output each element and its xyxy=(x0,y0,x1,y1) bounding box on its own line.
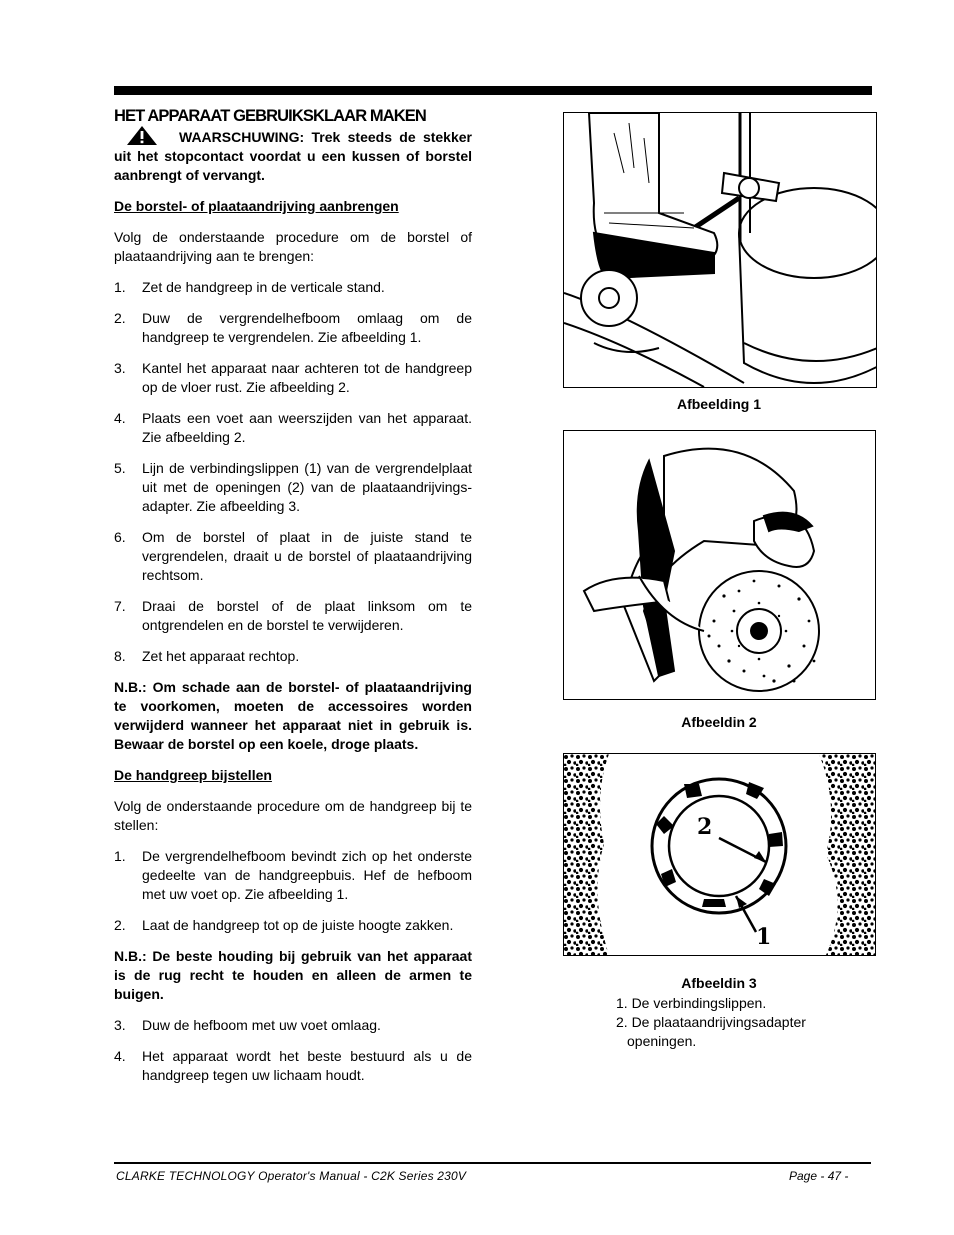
step-text: De vergrendelhefboom bevindt zich op het onderste gedeelte van de handgreepbuis. Hef de hefboom met uw voet op. Zie afbeelding 1. xyxy=(142,848,472,902)
step-number: 7. xyxy=(114,598,126,614)
intro-handle: Volg de onderstaande procedure om de handgreep bij te stellen: xyxy=(114,798,472,833)
step-number: 4. xyxy=(114,1048,126,1064)
step-text: Om de borstel of plaat in de juiste stand te vergrendelen, draait u de borstel of plaataandrijving rechtsom. xyxy=(142,529,472,583)
step-text: Laat de handgreep tot op de juiste hoogte zakken. xyxy=(142,917,454,933)
footer-manual-title: CLARKE TECHNOLOGY Operator's Manual - C2K Series 230V xyxy=(116,1169,467,1183)
step-text: Plaats een voet aan weerszijden van het apparaat. Zie afbeelding 2. xyxy=(142,410,472,445)
step-number: 5. xyxy=(114,460,126,476)
label-2: 2 xyxy=(697,814,713,840)
step-number: 2. xyxy=(114,310,126,326)
step-text: Kantel het apparaat naar achteren tot de handgreep op de vloer rust. Zie afbeelding 2. xyxy=(142,360,472,395)
figure-2-image xyxy=(563,430,876,700)
subsection-heading-mount: De borstel- of plaataandrijving aanbrengen xyxy=(114,198,399,214)
warning-triangle-icon xyxy=(127,126,157,145)
legend-item-1: 1. De verbindingslippen. xyxy=(616,995,767,1011)
subsection-heading-handle: De handgreep bijstellen xyxy=(114,767,272,783)
main-text-column xyxy=(114,106,472,1097)
step-text: Zet de handgreep in de verticale stand. xyxy=(142,279,385,295)
list-item xyxy=(114,459,472,516)
step-number: 6. xyxy=(114,529,126,545)
list-item xyxy=(114,847,472,904)
steps-handle-list-b xyxy=(114,1016,472,1085)
figure-3-legend xyxy=(616,994,836,1051)
step-number: 1. xyxy=(114,848,126,864)
step-text: Het apparaat wordt het beste bestuurd als u de handgreep tegen uw lichaam houdt. xyxy=(142,1048,472,1083)
figure-3-image xyxy=(563,753,876,956)
list-item xyxy=(114,278,472,297)
list-item xyxy=(114,647,472,666)
step-text: Lijn de verbindingslippen (1) van de vergrendelplaat uit met de openingen (2) van de plaataandrijvings-adapter. Zie afbeelding 3. xyxy=(142,460,472,514)
intro-mount: Volg de onderstaande procedure om de borstel of plaataandrijving aan te brengen: xyxy=(114,229,472,264)
legend-item-2: 2. De plaataandrijvingsadapter xyxy=(616,1014,806,1030)
note-storage: N.B.: Om schade aan de borstel- of plaataandrijving te voorkomen, moeten de accessoires worden verwijderd wanneer het apparaat niet in gebruik is. Bewaar de borstel op een koele, droge plaats. xyxy=(114,679,472,752)
warning-paragraph xyxy=(114,126,472,185)
list-item xyxy=(114,409,472,447)
list-item xyxy=(114,528,472,585)
step-text: Duw de vergrendelhefboom omlaag om de handgreep te vergrendelen. Zie afbeelding 1. xyxy=(142,310,472,345)
step-number: 1. xyxy=(114,279,126,295)
list-item xyxy=(114,1047,472,1085)
list-item xyxy=(114,1016,472,1035)
figure-1-image xyxy=(563,112,877,388)
footer-page-number: Page - 47 - xyxy=(789,1169,849,1183)
step-number: 4. xyxy=(114,410,126,426)
legend-item-2-cont: openingen. xyxy=(627,1033,697,1049)
figure-3-caption: Afbeeldin 3 xyxy=(681,975,757,991)
step-number: 8. xyxy=(114,648,126,664)
step-number: 3. xyxy=(114,1017,126,1033)
steps-handle-list-a xyxy=(114,847,472,935)
step-text: Duw de hefboom met uw voet omlaag. xyxy=(142,1017,381,1033)
label-1: 1 xyxy=(756,924,772,950)
figure-1-caption: Afbeelding 1 xyxy=(676,396,761,412)
figure-2-caption: Afbeeldin 2 xyxy=(681,714,757,730)
footer-rule xyxy=(114,1162,871,1164)
step-number: 3. xyxy=(114,360,126,376)
step-text: Draai de borstel of de plaat linksom om te ontgrendelen en de borstel te verwijderen. xyxy=(142,598,472,633)
step-number: 2. xyxy=(114,917,126,933)
list-item xyxy=(114,359,472,397)
step-text: Zet het apparaat rechtop. xyxy=(142,648,300,664)
list-item xyxy=(114,597,472,635)
list-item xyxy=(114,309,472,347)
steps-mount-list xyxy=(114,278,472,666)
note-posture: N.B.: De beste houding bij gebruik van het apparaat is de rug recht te houden en alleen de armen te buigen. xyxy=(114,948,472,1002)
warning-text: WAARSCHUWING: Trek steeds de stekker uit het stopcontact voordat u een kussen of borstel aanbrengt of vervangt. xyxy=(114,129,472,183)
top-rule xyxy=(114,86,872,95)
list-item xyxy=(114,916,472,935)
section-title: HET APPARAAT GEBRUIKSKLAAR MAKEN xyxy=(114,107,426,125)
